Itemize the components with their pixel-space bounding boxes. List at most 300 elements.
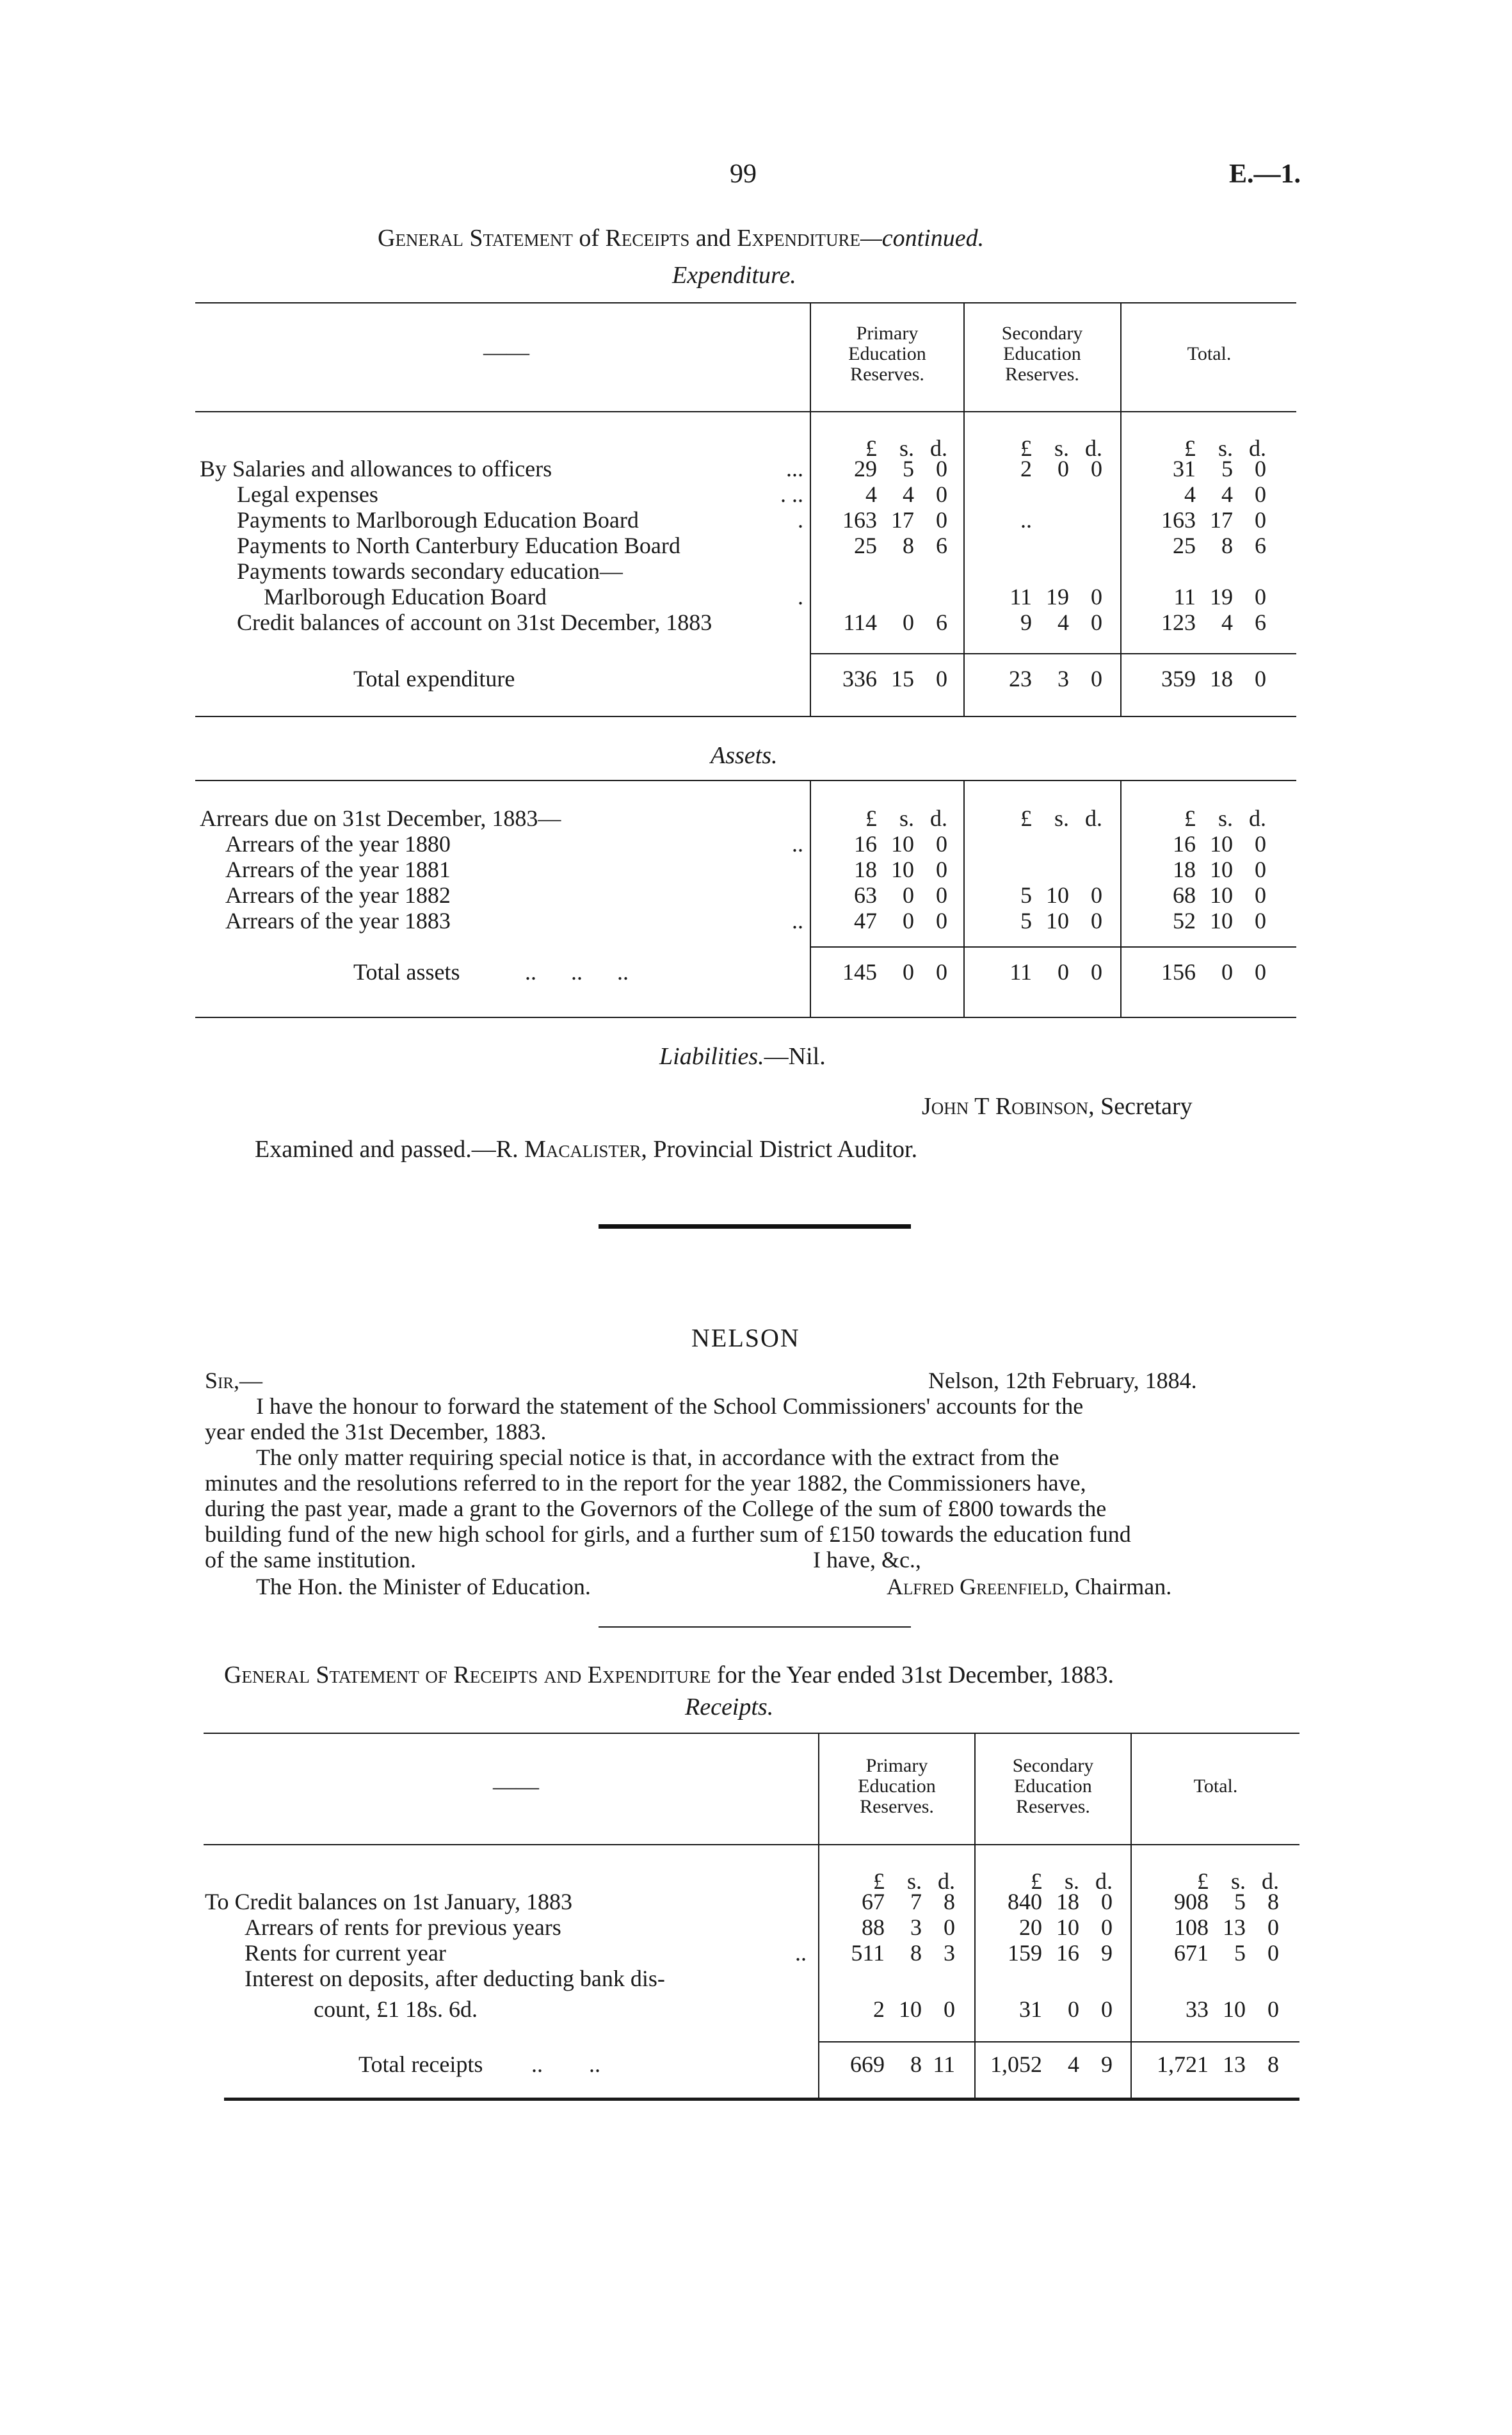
total-expenditure-total — [1132, 666, 1266, 692]
total-expenditure-secondary — [968, 666, 1102, 692]
amount-total — [1132, 882, 1266, 908]
amount-shillings: 8 — [903, 533, 914, 558]
secretary-first: John T — [922, 1093, 990, 1120]
receipts-header-secondary — [976, 1756, 1130, 1817]
row-label: Arrears of the year 1881 — [225, 857, 451, 882]
amount-secondary — [968, 456, 1102, 481]
header-primary-line: Reserves. — [850, 364, 924, 385]
amount-pence: 0 — [1101, 1914, 1113, 1940]
amount-shillings: 10 — [1046, 882, 1069, 908]
amount-pence: 8 — [944, 1889, 955, 1914]
header-secondary — [965, 323, 1119, 385]
page-reference: E.—1. — [1229, 159, 1301, 189]
row-leader-dots: ... — [786, 456, 803, 481]
secretary-signature — [922, 1094, 1193, 1119]
row-label: Payments towards secondary education— — [237, 558, 623, 584]
unit-shillings: s. — [1218, 435, 1233, 461]
amount-total — [1132, 831, 1266, 857]
section-divider — [599, 1224, 911, 1229]
amount-primary — [813, 610, 947, 635]
amount-pence: 0 — [936, 666, 947, 692]
total-assets-primary — [813, 959, 947, 985]
amount-pounds: .. — [1020, 507, 1032, 533]
amount-pence: 0 — [944, 1914, 955, 1940]
amount-total — [1132, 533, 1266, 558]
title-continued: —continued. — [860, 225, 985, 252]
amount-pence: 0 — [1267, 1914, 1279, 1940]
amount-pence: 0 — [936, 481, 947, 507]
col-divider-1 — [810, 302, 811, 716]
secretary-last: Robinson — [995, 1093, 1089, 1120]
amount-secondary — [968, 908, 1102, 934]
amount-shillings: 7 — [910, 1889, 922, 1914]
row-label: Payments to North Canterbury Education Board — [237, 533, 680, 558]
unit-pence: d. — [1249, 805, 1266, 831]
amount-pounds: 67 — [862, 1889, 885, 1914]
amount-pounds: 11 — [1009, 584, 1032, 610]
total-assets-label: Total assets — [353, 959, 460, 985]
amount-shillings: 8 — [910, 2051, 922, 2077]
amount-pence: 6 — [1255, 610, 1266, 635]
amount-pounds: 20 — [1019, 1914, 1042, 1940]
amount-pounds: 25 — [1173, 533, 1196, 558]
header-secondary-line: Reserves. — [1016, 1796, 1090, 1817]
letter-divider — [599, 1626, 911, 1628]
amount-total — [1132, 908, 1266, 934]
receipts-title — [224, 1662, 1114, 1688]
amount-shillings: 10 — [1210, 831, 1233, 857]
amount-pounds: 88 — [862, 1914, 885, 1940]
amount-pence: 0 — [1255, 481, 1266, 507]
audit-line — [255, 1137, 917, 1162]
para1-line: year ended the 31st December, 1883. — [205, 1419, 547, 1444]
amount-shillings: 18 — [1210, 666, 1233, 692]
letter-addressee: The Hon. the Minister of Education. — [256, 1574, 591, 1599]
amount-shillings: 10 — [1046, 908, 1069, 934]
header-secondary-line: Secondary — [1001, 323, 1083, 344]
table-total-rule — [810, 653, 1296, 654]
salutation: Sir,— — [205, 1368, 263, 1393]
amount-shillings: 19 — [1046, 584, 1069, 610]
amount-pence: 8 — [1267, 1889, 1279, 1914]
para2-line: The only matter requiring special notice is that, in accordance with the extract from the — [256, 1444, 1059, 1470]
receipts-title-tail: for the Year ended 31st December, 1883. — [716, 1662, 1114, 1688]
amount-pounds: 9 — [1020, 610, 1032, 635]
row-label: Arrears of rents for previous years — [245, 1914, 561, 1940]
amount-pounds: 63 — [854, 882, 877, 908]
amount-shillings: 10 — [899, 1996, 922, 2022]
amount-shillings — [1032, 507, 1069, 533]
header-primary-line: Reserves. — [860, 1796, 934, 1817]
assets-units-total — [1132, 805, 1266, 831]
amount-total — [1132, 456, 1266, 481]
amount-shillings: 15 — [891, 666, 914, 692]
title-receipts: Receipts — [605, 225, 690, 252]
amount-shillings: 0 — [903, 908, 914, 934]
unit-shillings: s. — [1230, 1868, 1246, 1894]
expenditure-subtitle: Expenditure. — [672, 262, 796, 289]
amount-secondary — [978, 1996, 1113, 2022]
title-lead: General Statement — [378, 225, 573, 252]
row-label: Interest on deposits, after deducting bank dis- — [245, 1966, 665, 1991]
letter-date: Nelson, 12th February, 1884. — [928, 1368, 1197, 1393]
amount-pence: 0 — [1267, 1940, 1279, 1966]
amount-shillings: 10 — [1210, 908, 1233, 934]
amount-primary — [813, 507, 947, 533]
amount-pounds: 52 — [1173, 908, 1196, 934]
header-primary-line: Primary — [856, 323, 919, 344]
liabilities-label: Liabilities. — [659, 1043, 764, 1070]
amount-pounds: 4 — [1184, 481, 1196, 507]
row-label: Arrears of the year 1883 — [225, 908, 451, 934]
receipts-header-dash: —— — [493, 1774, 539, 1799]
amount-secondary — [978, 1914, 1113, 1940]
amount-pounds: 18 — [854, 857, 877, 882]
amount-pounds: 4 — [865, 481, 877, 507]
amount-primary — [813, 533, 947, 558]
row-label: Arrears of the year 1880 — [225, 831, 451, 857]
amount-secondary — [968, 507, 1102, 533]
total-expenditure-label: Total expenditure — [353, 666, 515, 692]
row-leader-dots: .. — [792, 908, 803, 934]
amount-shillings: 4 — [1068, 2051, 1079, 2077]
amount-pence: 0 — [1091, 908, 1102, 934]
amount-pounds: 114 — [843, 610, 877, 635]
receipts-col-divider-3 — [1130, 1733, 1132, 2098]
amount-pence: 0 — [1101, 1996, 1113, 2022]
amount-shillings: 19 — [1210, 584, 1233, 610]
amount-pence: 0 — [1091, 882, 1102, 908]
amount-pence: 0 — [944, 1996, 955, 2022]
amount-primary — [821, 1914, 955, 1940]
amount-pounds: 5 — [1020, 908, 1032, 934]
amount-shillings: 17 — [891, 507, 914, 533]
row-leader-dots: .. — [792, 831, 803, 857]
total-receipts-dots: .. .. — [531, 2051, 600, 2077]
unit-pence: d. — [1085, 805, 1102, 831]
header-total: Total. — [1187, 343, 1232, 364]
unit-pounds: £ — [1197, 1868, 1209, 1894]
unit-shillings: s. — [899, 805, 914, 831]
amount-pence: 0 — [936, 831, 947, 857]
total-assets-secondary — [968, 959, 1102, 985]
assets-col-divider-3 — [1120, 780, 1122, 1017]
amount-total — [1145, 1889, 1279, 1914]
unit-shillings: s. — [899, 435, 914, 461]
amount-total — [1145, 1940, 1279, 1966]
row-leader-dots: .. — [795, 1940, 807, 1966]
row-label: Marlborough Education Board — [264, 584, 547, 610]
amount-pence: 0 — [1255, 959, 1266, 985]
amount-pounds: 840 — [1008, 1889, 1042, 1914]
amount-pence: 9 — [1101, 1940, 1113, 1966]
amount-total — [1132, 507, 1266, 533]
amount-pence: 0 — [1091, 610, 1102, 635]
assets-subtitle: Assets. — [711, 742, 778, 769]
row-label: To Credit balances on 1st January, 1883 — [205, 1889, 573, 1914]
amount-pounds: 163 — [1161, 507, 1196, 533]
amount-pounds: 11 — [1173, 584, 1196, 610]
header-secondary-line: Reserves. — [1005, 364, 1079, 385]
col-divider-3 — [1120, 302, 1122, 716]
unit-pounds: £ — [1184, 805, 1196, 831]
unit-shillings: s. — [1054, 435, 1069, 461]
unit-shillings: s. — [1064, 1868, 1079, 1894]
amount-pounds: 33 — [1186, 1996, 1209, 2022]
amount-pounds: 16 — [1173, 831, 1196, 857]
amount-total — [1132, 857, 1266, 882]
unit-pounds: £ — [1020, 435, 1032, 461]
unit-pounds: £ — [1031, 1868, 1042, 1894]
amount-pence: 0 — [1091, 959, 1102, 985]
row-leader-dots: . .. — [780, 481, 803, 507]
amount-pence: 0 — [1255, 882, 1266, 908]
amount-pence: 0 — [936, 507, 947, 533]
assets-top-rule — [195, 780, 1296, 781]
unit-pounds: £ — [865, 435, 877, 461]
amount-pence: 0 — [1255, 908, 1266, 934]
amount-pence: 0 — [936, 882, 947, 908]
amount-pence: 0 — [936, 857, 947, 882]
unit-pence: d. — [1085, 435, 1102, 461]
unit-pounds: £ — [1184, 435, 1196, 461]
unit-pence: d. — [1249, 435, 1266, 461]
para2-line: during the past year, made a grant to the Governors of the College of the sum of £800 towards the — [205, 1496, 1107, 1521]
amount-pounds: 18 — [1173, 857, 1196, 882]
amount-secondary — [978, 1940, 1113, 1966]
row-leader-dots: . — [798, 507, 803, 533]
receipts-col-divider-1 — [818, 1733, 819, 2098]
total-receipts-secondary — [973, 2051, 1113, 2077]
unit-pounds: £ — [1020, 805, 1032, 831]
amount-pounds: 31 — [1019, 1996, 1042, 2022]
amount-primary — [813, 456, 947, 481]
row-label: Rents for current year — [245, 1940, 446, 1966]
amount-primary — [813, 831, 947, 857]
col-divider-2 — [963, 302, 965, 716]
amount-shillings: 0 — [1058, 456, 1069, 481]
row-label: Credit balances of account on 31st December, 1883 — [237, 610, 712, 635]
amount-shillings: 3 — [1058, 666, 1069, 692]
amount-secondary — [968, 610, 1102, 635]
amount-pounds: 11 — [1009, 959, 1032, 985]
amount-shillings: 0 — [903, 610, 914, 635]
header-secondary-line: Education — [1003, 343, 1081, 364]
amount-pence: 3 — [944, 1940, 955, 1966]
audit-text: Examined and passed.—R. — [255, 1136, 519, 1163]
header-primary-line: Education — [848, 343, 926, 364]
amount-primary — [821, 1889, 955, 1914]
amount-primary — [821, 1940, 955, 1966]
amount-shillings: 16 — [1056, 1940, 1079, 1966]
header-dash: —— — [483, 339, 529, 365]
amount-pounds: 16 — [854, 831, 877, 857]
amount-pence: 0 — [1255, 456, 1266, 481]
amount-pounds: 108 — [1174, 1914, 1209, 1940]
amount-shillings: 17 — [1210, 507, 1233, 533]
amount-pence: 11 — [933, 2051, 955, 2077]
unit-shillings: s. — [906, 1868, 922, 1894]
amount-pence: 6 — [936, 610, 947, 635]
amount-pounds: 123 — [1161, 610, 1196, 635]
title-of: of — [579, 225, 600, 252]
amount-shillings: 4 — [1221, 481, 1233, 507]
para1-line: I have the honour to forward the statement of the School Commissioners' accounts for the — [256, 1393, 1084, 1419]
amount-shillings: 8 — [1221, 533, 1233, 558]
row-label: Payments to Marlborough Education Board — [237, 507, 639, 533]
table-top-rule — [195, 302, 1296, 303]
assets-bottom-rule — [195, 1017, 1296, 1018]
total-assets-dots: .. .. .. — [525, 959, 629, 985]
total-receipts-label: Total receipts — [358, 2051, 483, 2077]
amount-shillings: 10 — [1210, 857, 1233, 882]
receipts-header-total: Total. — [1193, 1776, 1238, 1797]
amount-pounds: 1,052 — [990, 2051, 1042, 2077]
amount-shillings: 0 — [1221, 959, 1233, 985]
amount-pence — [1069, 507, 1102, 533]
amount-shillings: 10 — [891, 831, 914, 857]
signer-name: Alfred Greenfield — [887, 1574, 1064, 1599]
assets-col-divider-2 — [963, 780, 965, 1017]
amount-pence: 8 — [1267, 2051, 1279, 2077]
header-secondary-line: Education — [1014, 1776, 1092, 1797]
assets-total-rule — [810, 946, 1296, 948]
assets-units-primary — [813, 805, 947, 831]
amount-shillings: 10 — [1223, 1996, 1246, 2022]
amount-pence: 0 — [1091, 666, 1102, 692]
amount-shillings: 4 — [903, 481, 914, 507]
amount-shillings: 5 — [1234, 1940, 1246, 1966]
receipts-total-rule — [818, 2041, 1299, 2043]
amount-primary — [813, 481, 947, 507]
amount-shillings: 10 — [1056, 1914, 1079, 1940]
header-secondary-line: Secondary — [1012, 1755, 1094, 1776]
liabilities-line — [659, 1044, 826, 1069]
amount-total — [1132, 481, 1266, 507]
receipts-col-divider-2 — [974, 1733, 976, 2098]
amount-pence: 0 — [1255, 507, 1266, 533]
amount-pence: 9 — [1101, 2051, 1113, 2077]
table-bottom-rule — [195, 716, 1296, 717]
amount-pence: 0 — [936, 456, 947, 481]
para2-line: building fund of the new high school for girls, and a further sum of £150 towards the education fund — [205, 1521, 1131, 1547]
unit-pence: d. — [1262, 1868, 1279, 1894]
amount-shillings: 3 — [910, 1914, 922, 1940]
nelson-heading: NELSON — [691, 1323, 800, 1352]
amount-pence: 0 — [936, 959, 947, 985]
unit-pounds: £ — [865, 805, 877, 831]
auditor-name: Macalister — [524, 1136, 641, 1163]
title-expenditure: Expenditure — [737, 225, 860, 252]
row-leader-dots: . — [798, 584, 803, 610]
amount-shillings: 4 — [1221, 610, 1233, 635]
amount-total — [1145, 1914, 1279, 1940]
title-and: and — [695, 225, 731, 252]
unit-pence: d. — [938, 1868, 955, 1894]
signer-role: , Chairman. — [1063, 1574, 1172, 1599]
amount-total — [1132, 610, 1266, 635]
secretary-role: , Secretary — [1088, 1093, 1193, 1120]
assets-col-divider-1 — [810, 780, 811, 1017]
unit-pence: d. — [930, 805, 947, 831]
amount-shillings: 4 — [1058, 610, 1069, 635]
assets-units-secondary — [968, 805, 1102, 831]
amount-primary — [813, 908, 947, 934]
amount-total — [1145, 1996, 1279, 2022]
amount-shillings: 8 — [910, 1940, 922, 1966]
amount-pounds: 511 — [851, 1940, 885, 1966]
receipts-title-main: General Statement of Receipts and Expenditure — [224, 1662, 711, 1688]
total-receipts-primary — [821, 2051, 955, 2077]
letter-signer — [887, 1574, 1171, 1599]
amount-pounds: 31 — [1173, 456, 1196, 481]
receipts-subtitle: Receipts. — [685, 1694, 774, 1720]
expenditure-title — [378, 225, 984, 251]
amount-pence: 6 — [936, 533, 947, 558]
amount-shillings: 0 — [903, 882, 914, 908]
amount-pounds: 1,721 — [1157, 2051, 1209, 2077]
letter-closing: I have, &c., — [813, 1547, 921, 1573]
header-primary — [812, 323, 963, 385]
letter-body — [205, 1393, 1306, 1573]
amount-pounds: 23 — [1009, 666, 1032, 692]
amount-pounds: 671 — [1174, 1940, 1209, 1966]
amount-pence: 0 — [1255, 666, 1266, 692]
amount-shillings: 5 — [1234, 1889, 1246, 1914]
para2-line: of the same institution. — [205, 1547, 416, 1573]
amount-pence: 0 — [1267, 1996, 1279, 2022]
amount-shillings: 0 — [903, 959, 914, 985]
receipts-header-primary — [820, 1756, 974, 1817]
amount-pence: 0 — [1101, 1889, 1113, 1914]
amount-shillings: 10 — [1210, 882, 1233, 908]
header-primary-line: Education — [858, 1776, 936, 1797]
amount-pence: 0 — [936, 908, 947, 934]
amount-pounds: 156 — [1161, 959, 1196, 985]
unit-pence: d. — [1095, 1868, 1113, 1894]
receipts-bottom-rule — [224, 2098, 1299, 2101]
total-assets-total — [1132, 959, 1266, 985]
total-receipts-total — [1133, 2051, 1279, 2077]
table-header-rule — [195, 411, 1296, 412]
amount-pounds: 159 — [1008, 1940, 1042, 1966]
amount-pounds: 669 — [850, 2051, 885, 2077]
row-label: By Salaries and allowances to officers — [200, 456, 552, 481]
amount-secondary — [968, 882, 1102, 908]
receipts-top-rule — [204, 1733, 1299, 1734]
receipts-header-rule — [204, 1844, 1299, 1845]
amount-primary — [813, 882, 947, 908]
amount-pounds: 5 — [1020, 882, 1032, 908]
amount-pounds: 145 — [842, 959, 877, 985]
total-expenditure-primary — [813, 666, 947, 692]
row-label: Arrears due on 31st December, 1883— — [200, 805, 561, 831]
amount-primary — [813, 857, 947, 882]
row-label: count, £1 18s. 6d. — [314, 1996, 478, 2022]
amount-shillings: 0 — [1058, 959, 1069, 985]
amount-pounds: 2 — [873, 1996, 885, 2022]
unit-shillings: s. — [1218, 805, 1233, 831]
amount-pounds: 29 — [854, 456, 877, 481]
amount-pence: 0 — [1255, 857, 1266, 882]
amount-pence: 0 — [1091, 584, 1102, 610]
amount-pence: 0 — [1091, 456, 1102, 481]
amount-secondary — [978, 1889, 1113, 1914]
amount-shillings: 5 — [1221, 456, 1233, 481]
amount-pounds: 25 — [854, 533, 877, 558]
amount-primary — [821, 1996, 955, 2022]
amount-shillings: 13 — [1223, 1914, 1246, 1940]
